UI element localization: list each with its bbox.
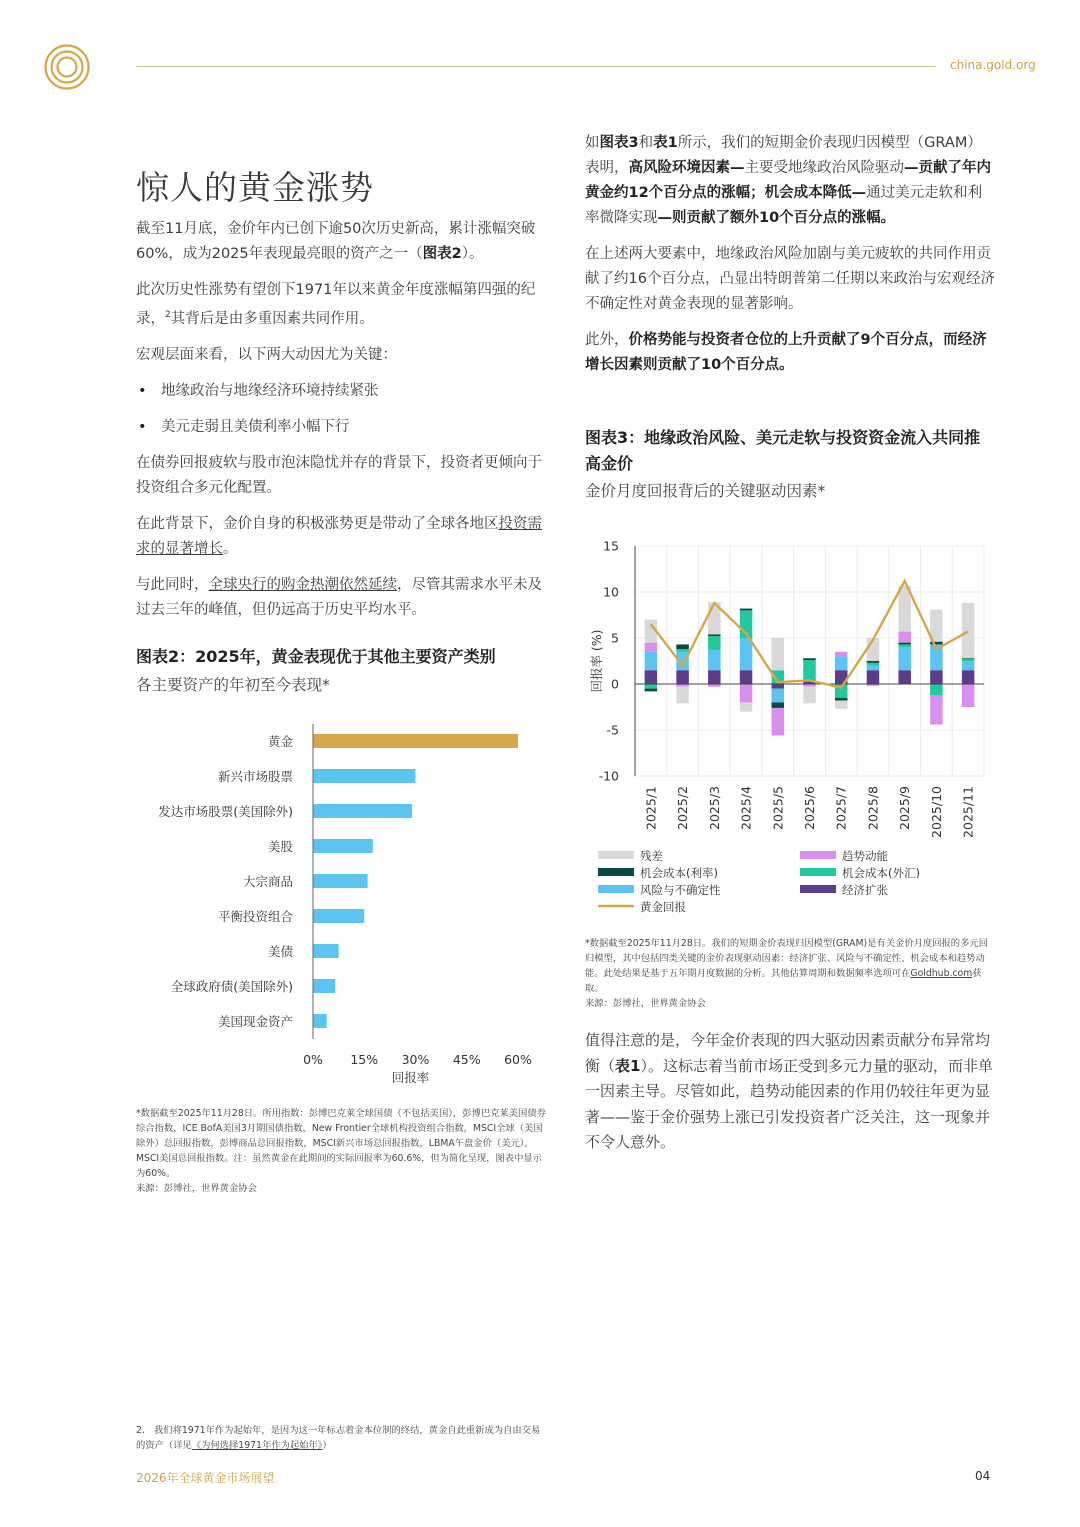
fig3-x-tick: 2025/7: [833, 786, 849, 830]
fig3-bar-segment: [708, 634, 721, 636]
fig2-category-label: 美国现金资产: [217, 1014, 293, 1029]
fig3-bar-segment: [676, 649, 689, 652]
fig3-y-label: 回报率 (%): [589, 629, 604, 693]
fig3-y-tick: -5: [606, 722, 619, 738]
fig3-y-tick: -10: [598, 768, 619, 784]
fig2-category-label: 平衡投资组合: [217, 909, 293, 924]
fig3-bar-segment: [740, 638, 753, 670]
left-paragraph-3: 宏观层面来看，以下两大动因尤为关键：: [136, 346, 397, 363]
fig3-bar-segment: [676, 644, 689, 649]
fig3-bar-segment: [803, 658, 816, 660]
list-item: • 美元走弱且美债利率小幅下行: [136, 415, 546, 440]
fig2-x-label: 回报率: [391, 1070, 430, 1085]
fig3-legend-label: 风险与不确定性: [640, 883, 721, 897]
fig2-bar: [313, 979, 335, 993]
investment-demand-link[interactable]: 投资需求的显著增长: [136, 515, 542, 557]
fig3-bar-segment: [676, 687, 689, 704]
fig3-legend-label: 趋势动能: [842, 849, 888, 863]
fig3-legend-swatch: [800, 868, 836, 876]
fig3-subtitle: 金价月度回报背后的关键驱动因素*: [585, 482, 826, 500]
fig2-bar: [313, 909, 364, 923]
fig3-legend-swatch: [598, 885, 634, 893]
fig3-bar-segment: [645, 670, 658, 684]
fig2-category-label: 大宗商品: [242, 874, 293, 889]
left-paragraph-6: 与此同时，全球央行的购金热潮依然延续，尽管其需求水平未及过去三年的峰值，但仍远高于历史平均水平。: [136, 576, 542, 618]
fig3-legend-swatch: [598, 868, 634, 876]
fig2-category-label: 全球政府债(美国除外): [170, 979, 293, 994]
fig3-x-tick: 2025/2: [675, 786, 691, 830]
fig3-legend-label: 黄金回报: [640, 900, 686, 914]
fig2-category-label: 黄金: [267, 734, 293, 749]
fig3-bar-segment: [645, 652, 658, 670]
fig3-bar-segment: [930, 670, 943, 684]
fig2-bar-chart: [136, 720, 556, 1092]
page-number: 04: [975, 1469, 991, 1483]
fig3-bar-segment: [898, 644, 911, 647]
footnote: 2. 我们将1971年作为起始年，是因为这一年标志着金本位制的终结，黄金自此重新成为自由交易的资产（详见《为何选择1971年作为起始年》）: [136, 1425, 541, 1451]
list-item: • 地缘政治与地缘经济环境持续紧张: [136, 379, 546, 404]
fig3-y-tick: 5: [611, 630, 619, 646]
fig3-bar-segment: [772, 689, 785, 703]
fig2-category-label: 美股: [267, 839, 293, 854]
fig3-y-tick: 0: [611, 676, 619, 692]
fig3-bar-segment: [772, 684, 785, 689]
driver-list: [136, 379, 546, 440]
fig3-bar-segment: [835, 701, 848, 709]
fig2-bar: [313, 1014, 327, 1028]
fig3-bar-segment: [645, 643, 658, 652]
fig3-bar-segment: [772, 702, 785, 708]
fig3-bar-segment: [740, 702, 753, 711]
fig3-x-tick: 2025/6: [802, 786, 817, 830]
fig3-bar-segment: [740, 609, 753, 611]
fig3-bar-segment: [740, 670, 753, 684]
central-bank-link[interactable]: 全球央行的购金热潮依然延续: [208, 576, 397, 593]
fig3-bar-segment: [962, 659, 975, 661]
fig3-legend-label: 残差: [640, 849, 663, 863]
section-title: 惊人的黄金涨势: [136, 168, 374, 207]
fig3-bar-segment: [772, 708, 785, 736]
fig3-x-tick: 2025/3: [706, 786, 722, 830]
fig3-legend-swatch: [598, 851, 634, 859]
fig3-bar-segment: [803, 687, 816, 704]
right-paragraph-3: 此外，价格势能与投资者仓位的上升贡献了9个百分点，而经济增长因素则贡献了10个百分点。: [585, 332, 987, 373]
fig3-y-tick: 15: [603, 538, 619, 554]
fig3-x-tick: 2025/1: [643, 786, 659, 830]
fig2-bar: [313, 874, 368, 888]
fig3-bar-segment: [898, 670, 911, 684]
left-body: [136, 217, 546, 634]
fig3-bar-segment: [772, 638, 785, 670]
fig2-category-label: 发达市场股票(美国除外): [158, 804, 293, 819]
fig3-y-tick: 10: [603, 584, 619, 600]
fig3-bar-segment: [962, 603, 975, 658]
left-paragraph-2: 此次历史性涨势有望创下1971年以来黄金年度涨幅第四强的纪录，$^2$其背后是由多重因素共同作用。: [136, 282, 536, 327]
left-paragraph-1: 截至11月底，金价年内已创下逾50次历史新高，累计涨幅突破60%，成为2025年表现最亮眼的资产之一（图表2）。: [136, 221, 536, 262]
fig2-x-tick: 0%: [303, 1052, 323, 1067]
fig3-bar-segment: [867, 666, 880, 671]
site-url[interactable]: china.gold.org: [950, 58, 1036, 72]
left-paragraph-4: 在债券回报疲软与股市泡沫隐忧并存的背景下，投资者更倾向于投资组合多元化配置。: [136, 454, 542, 496]
fig3-bar-segment: [867, 661, 880, 663]
fig2-bar: [313, 944, 339, 958]
fig2-bar: [313, 734, 518, 748]
fig2-category-label: 新兴市场股票: [217, 769, 293, 784]
fig2-bar: [313, 839, 373, 853]
right-paragraph-2: 在上述两大要素中，地缘政治风险加剧与美元疲软的共同作用贡献了约16个百分点，凸显出特朗普第二任期以来政治与宏观经济不确定性对黄金表现的显著影响。: [585, 246, 995, 312]
footer-report-title: 2026年全球黄金市场展望: [136, 1471, 275, 1485]
fig3-stacked-bar-chart: [585, 530, 995, 920]
fig3-bar-segment: [835, 652, 848, 657]
fig3-bar-segment: [708, 650, 721, 670]
fig3-bar-segment: [930, 695, 943, 724]
fig3-bar-segment: [962, 658, 975, 659]
fig3-legend-swatch: [800, 851, 836, 859]
right-paragraph-4: 值得注意的是，今年金价表现的四大驱动因素贡献分布异常均衡（表1）。这标志着当前市场正受到多元力量的驱动，而非单一因素主导。尽管如此，趋势动能因素的作用仍较往年更为显著——鉴于金价强势上涨已引发投资者广泛关注，这一现象并不令人意外。: [585, 1031, 993, 1151]
fig3-bar-segment: [867, 670, 880, 684]
fig3-bar-segment: [835, 698, 848, 701]
fig2-note: *数据截至2025年11月28日。所用指数：彭博巴克莱全球国债（不包括美国），彭博巴克莱美国债券综合指数，ICE BofA美国3月期国债指数，New Frontier全球机构投资组合指数，MSCI全球（美国除外）总回报指数，彭博商品总回报指数，MSCI新兴市场总回报指数，LBMA午盘金价（美元），MSCI美国总回报指数。注：虽然黄金在此期间的实际回报率为60.6%，但为简化呈现，图表中显示为60%。 来源：彭博社，世界黄金协会: [136, 1108, 546, 1194]
why-1971-link[interactable]: 《为何选择1971年作为起始年》: [191, 1440, 323, 1451]
fig3-x-tick: 2025/9: [897, 786, 913, 830]
fig3-x-tick: 2025/5: [770, 786, 786, 830]
right-body: [585, 131, 995, 389]
header-rule: [136, 66, 936, 67]
fig3-bar-segment: [708, 636, 721, 650]
fig3-bar-segment: [740, 684, 753, 702]
fig3-bar-segment: [867, 663, 880, 666]
fig3-bar-segment: [898, 643, 911, 645]
fig3-x-tick: 2025/11: [960, 786, 976, 838]
goldhub-link[interactable]: Goldhub.com: [910, 968, 973, 979]
fig3-legend-label: 机会成本(利率): [640, 866, 718, 880]
fig3-bar-segment: [962, 684, 975, 707]
right-paragraph-1: 如图表3和表1所示，我们的短期金价表现归因模型（GRAM）表明，高风险环境因素—主要受地缘政治风险驱动—贡献了年内黄金约12个百分点的涨幅；机会成本降低—通过美元走软和利率微降实现—则贡献了额外10个百分点的涨幅。: [585, 135, 991, 226]
wgc-logo-icon: [44, 44, 90, 90]
fig2-bar: [313, 804, 412, 818]
fig3-bar-segment: [645, 689, 658, 692]
fig3-x-tick: 2025/4: [738, 786, 754, 830]
fig2-subtitle: 各主要资产的年初至今表现*: [136, 676, 330, 694]
fig3-legend-label: 机会成本(外汇): [842, 866, 920, 880]
fig2-category-label: 美债: [267, 944, 293, 959]
fig3-bar-segment: [708, 670, 721, 684]
fig2-bar: [313, 769, 416, 783]
fig3-legend-swatch: [800, 885, 836, 893]
fig2-x-tick: 15%: [350, 1052, 379, 1067]
fig3-bar-segment: [962, 670, 975, 684]
fig3-x-tick: 2025/10: [928, 786, 944, 838]
fig3-bar-segment: [645, 684, 658, 689]
fig2-x-tick: 60%: [504, 1052, 532, 1067]
fig3-bar-segment: [676, 670, 689, 684]
fig3-bar-segment: [898, 632, 911, 643]
fig2-title: 图表2：2025年，黄金表现优于其他主要资产类别: [136, 647, 496, 666]
fig3-bar-segment: [803, 660, 816, 681]
fig3-bar-segment: [962, 661, 975, 670]
fig3-title: 图表3：地缘政治风险、美元走软与投资资金流入共同推高金价: [585, 428, 981, 473]
fig3-note: *数据截至2025年11月28日。我们的短期金价表现归因模型(GRAM)是有关金价月度回报的多元回归模型，其中包括四类关键的金价表现驱动因素：经济扩张、风险与不确定性、机会成本和趋势动能。此处结果是基于五年期月度数据的分析。其他估算周期和数据频率选项可在Goldhub.com获取。 来源：彭博社，世界黄金协会: [585, 938, 988, 1009]
fig3-bar-segment: [898, 647, 911, 670]
left-paragraph-5: 在此背景下，金价自身的积极涨势更是带动了全球各地区投资需求的显著增长。: [136, 515, 542, 557]
fig3-x-tick: 2025/8: [865, 786, 881, 830]
fig3-bar-segment: [930, 684, 943, 695]
fig3-bar-segment: [835, 656, 848, 670]
fig2-x-tick: 30%: [401, 1052, 430, 1067]
fig3-legend-label: 经济扩张: [842, 883, 888, 897]
fig2-x-tick: 45%: [452, 1052, 481, 1067]
right-body-lower: [585, 1028, 995, 1167]
